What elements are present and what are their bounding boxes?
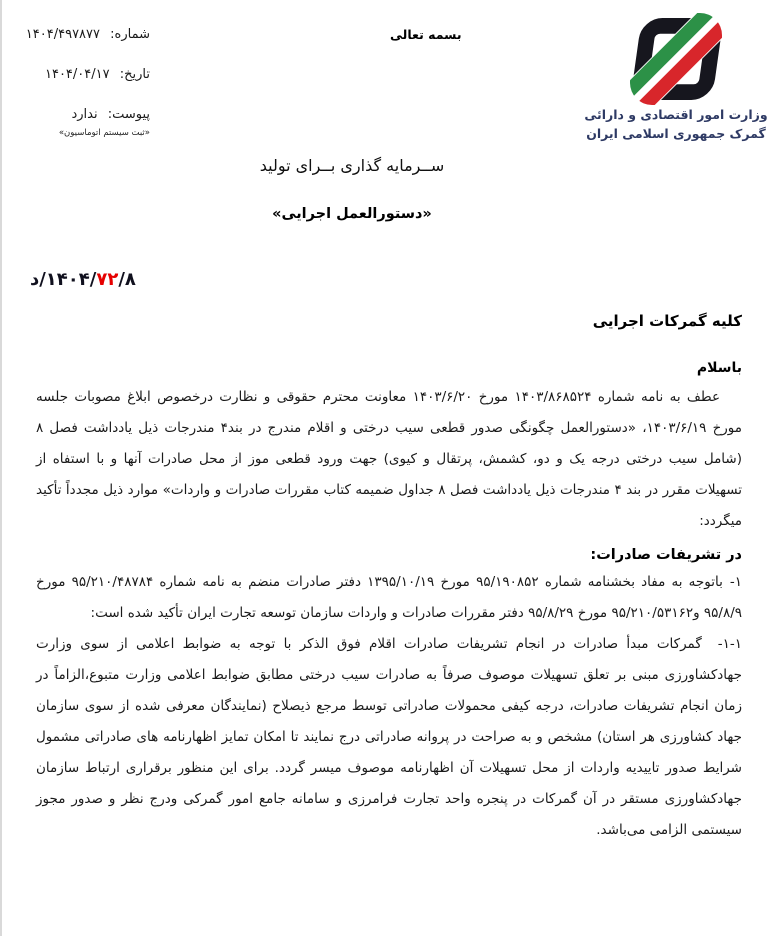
circular-reference-number — [30, 269, 136, 290]
letter-attachment-value: ندارد — [71, 107, 98, 122]
intro-paragraph: عطف به نامه شماره ۱۴۰۳/۸۶۸۵۲۴ مورخ ۱۴۰۳/۶/۲۰ معاونت محترم حقوقی و نظارت درخصوص ابلاغ مصوبات جلسه مورخ ۱۴۰۳/۶/۱۹، «دستورالعمل چگونگی صدور قطعی سیب درختی و اقلام مندرج در بند۴ مندرجات ذیل یادداشت فصل ۸ (شامل سیب درختی درجه یک و دو، کشمش، پرتقال و کیوی) جهت ورود قطعی موز از محل صادرات آنها و با استفاه از تسهیلات مقرر در بند ۴ مندرجات ذیل یادداشت فصل ۸ جداول ضمیمه کتاب مقررات صادرات و واردات» موارد ذیل مجدداً تأکید میگردد: — [36, 389, 743, 529]
letter-date-row — [18, 66, 150, 84]
automation-registration-note: «ثبت سیستم اتوماسیون» — [58, 128, 150, 138]
letter-date-label: تاریخ: — [119, 67, 150, 82]
letter-meta-block — [18, 26, 150, 138]
letter-body — [36, 312, 742, 846]
ref-number-suffix: /۸ — [118, 269, 136, 290]
letter-attachment-row — [18, 106, 150, 124]
customs-org-name: گمرک جمهوری اسلامی ایران — [586, 126, 766, 141]
letter-date-value: ۱۴۰۴/۰۴/۱۷ — [44, 67, 110, 82]
customs-logo-block — [580, 13, 772, 143]
list-item-1-marker: ۱- — [729, 574, 743, 590]
salutation-heading: باسلام — [696, 360, 742, 376]
list-item-1 — [36, 567, 742, 629]
year-slogan: ســرمایه گذاری بــرای تولید — [259, 156, 445, 175]
document-type-title: «دستورالعمل اجرایی» — [272, 206, 432, 222]
letter-number-label: شماره: — [110, 27, 150, 42]
ministry-name: وزارت امور اقتصادی و دارائی — [584, 107, 768, 122]
list-item-1-text: باتوجه به مفاد بخشنامه شماره ۹۵/۱۹۰۸۵۲ مورخ ۱۳۹۵/۱۰/۱۹ دفتر صادرات منضم به نامه شماره ۹۵/۲۱۰/۴۸۷۸۴ مورخ ۹۵/۸/۹ و۹۵/۲۱۰/۵۳۱۶۲ مورخ ۹۵/۸/۲۹ دفتر مقررات صادرات و واردات سازمان توسعه تجارت ایران تأکید شده است: — [36, 574, 742, 621]
recipient-heading: کلیه گمرکات اجرایی — [592, 312, 742, 330]
list-item-1-1-marker: ۱-۱- — [717, 636, 742, 652]
besmellah-heading: بسمه تعالی — [390, 27, 462, 42]
export-formalities-heading: در تشریفات صادرات: — [590, 547, 742, 563]
letter-number-value: ۱۴۰۴/۴۹۷۸۷۷ — [25, 27, 101, 42]
list-item-1-1 — [36, 629, 742, 846]
ref-number-prefix: د/۱۴۰۴/ — [30, 269, 97, 290]
irica-customs-logo-icon — [630, 13, 722, 105]
list-item-1-1-text: گمرکات مبدأ صادرات در انجام تشریفات صادرات اقلام فوق الذکر با توجه به ضوابط اعلامی از سوی وزارت جهادکشاورزی مبنی بر تعلق تسهیلات موصوف صرفاً به صادرات سیب درختی مطابق ضوابط اعلامی وزارت متبوع،الزاماً در زمان انجام تشریفات صادرات، درجه کیفی محمولات صادراتی توسط مرجع ذیصلاح (نمایندگان معرفی شده از سوی سازمان جهاد کشاورزی هر استان) مشخص و به صراحت در پروانه صادراتی درج نمایند تا امکان تمایز اظهارنامه های صادراتی مشمول شرایط صدور تاییدیه واردات از محل تسهیلات آن اظهارنامه موصوف میسر گردد. برای این منظور برقراری ارتباط سازمان جهادکشاورزی مستقر در آن گمرکات در پنجره واحد تجارت فرامرزی و سامانه جامع امور گمرکی ودرج نظر و صدور مجوز سیستمی الزامی می‌باشد. — [36, 636, 742, 838]
letter-number-row — [18, 26, 150, 44]
letter-attachment-label: پیوست: — [107, 107, 150, 122]
ref-number-highlight: ۷۲ — [96, 269, 119, 290]
